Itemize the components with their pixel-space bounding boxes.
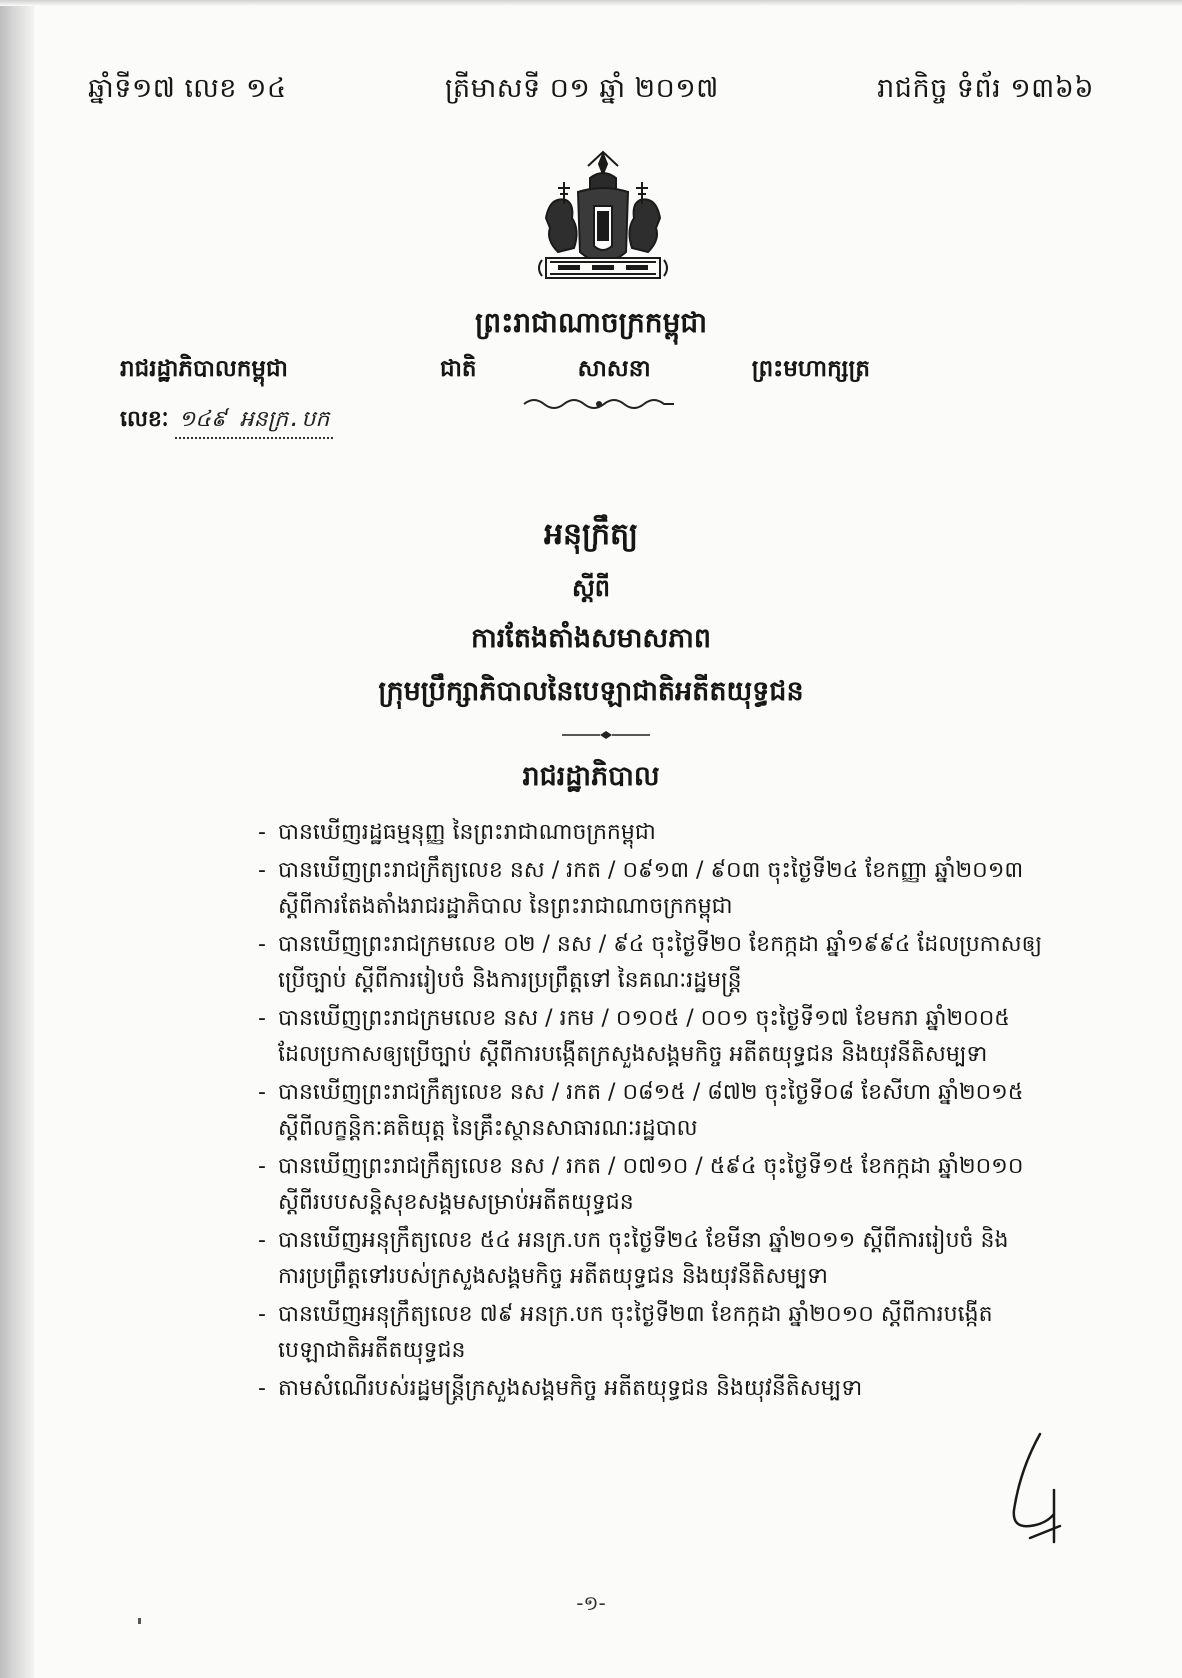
preamble-item-line: បានឃើញអនុក្រឹត្យលេខ ៥៤ អនក្រ.បក ចុះថ្ងៃទី២៤ ខែមីនា ឆ្នាំ២០១១ ស្តីពីការរៀបចំ និង: [278, 1228, 1009, 1253]
preamble-item: [258, 927, 1058, 999]
handwritten-initials-signature: [1000, 1430, 1080, 1570]
government-name: រាជរដ្ឋាភិបាលកម្ពុជា: [120, 355, 288, 382]
list-dash: -: [258, 1154, 266, 1179]
gazette-page: រាជកិច្ច ទំព័រ ១៣៦៦: [877, 73, 1094, 104]
document-type: អនុក្រឹត្យ: [543, 517, 639, 552]
page-number: -១-: [576, 1591, 606, 1615]
preamble-item: [258, 1371, 1058, 1407]
gazette-header: [88, 72, 1094, 111]
preamble-item-line: ប្រើច្បាប់ ស្តីពីការរៀបចំ និងការប្រព្រឹត្តទៅ នៃគណៈរដ្ឋមន្ត្រី: [278, 968, 742, 993]
preamble-item-line: ស្តីពីរបបសន្តិសុខសង្គមសម្រាប់អតីតយុទ្ធជន: [278, 1190, 634, 1215]
preamble-list: [258, 815, 1058, 1409]
preamble-item: [258, 1223, 1058, 1295]
document-subject-line2: ក្រុមប្រឹក្សាភិបាលនៃបេឡាជាតិអតីតយុទ្ធជន: [378, 676, 804, 707]
national-motto: [440, 355, 870, 388]
scan-shadow-top: [0, 0, 1182, 6]
preamble-item-line: បានឃើញព្រះរាជក្រឹត្យលេខ នស / រកត / ០៩១៣ / ៩០៣ ចុះថ្ងៃទី២៤ ខែកញ្ញា ឆ្នាំ២០១៣: [278, 858, 1024, 883]
preamble-item-line: ការប្រព្រឹត្តទៅរបស់ក្រសួងសង្គមកិច្ច អតីតយុទ្ធជន និងយុវនីតិសម្បទា: [278, 1264, 828, 1289]
scan-speck: [138, 1618, 141, 1624]
preamble-item-line: បេឡាជាតិអតីតយុទ្ធជន: [278, 1338, 466, 1363]
preamble-item-line: បានឃើញអនុក្រឹត្យលេខ ៧៩ អនក្រ.បក ចុះថ្ងៃទី២៣ ខែកក្កដា ឆ្នាំ២០១០ ស្តីពីការបង្កើត: [278, 1302, 993, 1327]
preamble-item-line: បានឃើញព្រះរាជក្រឹត្យលេខ នស / រកត / ០៨១៥ / ៨៧២ ចុះថ្ងៃទី០៨ ខែសីហា ឆ្នាំ២០១៥: [278, 1080, 1024, 1105]
preamble-item: [258, 1075, 1058, 1147]
gazette-quarter: ត្រីមាសទី ០១ ឆ្នាំ ២០១៧: [444, 73, 719, 104]
list-dash: -: [258, 1080, 266, 1105]
reference-number: [120, 405, 333, 439]
reference-label: លេខៈ: [120, 406, 169, 432]
preamble-item: [258, 1001, 1058, 1073]
preamble-item-line: បានឃើញព្រះរាជក្រមលេខ ០២ / នស / ៩៤ ចុះថ្ងៃទី២០ ខែកក្កដា ឆ្នាំ១៩៩៤ ដែលប្រកាសឲ្យ: [278, 932, 1043, 957]
document-concerning: ស្តីពី: [571, 573, 611, 602]
preamble-item-line: ស្តីពីលក្ខន្តិកៈគតិយុត្ត នៃគ្រឹះស្ថានសាធារណៈរដ្ឋបាល: [278, 1116, 698, 1141]
list-dash: -: [258, 932, 266, 957]
preamble-item: [258, 1149, 1058, 1221]
preamble-item-line: បានឃើញរដ្ឋធម្មនុញ្ញ នៃព្រះរាជាណាចក្រកម្ពុជា: [278, 820, 656, 845]
preamble-item: [258, 853, 1058, 925]
preamble-item-line: ដែលប្រកាសឲ្យប្រើច្បាប់ ស្តីពីការបង្កើតក្រសួងសង្គមកិច្ច អតីតយុទ្ធជន និងយុវនីតិសម្បទា: [278, 1042, 988, 1067]
document-title-block: [0, 515, 1182, 728]
motto-ornament-icon: [520, 396, 678, 412]
reference-value: ១៤៩ អនក្រ.បក: [175, 405, 334, 439]
preamble-item: [258, 815, 1058, 851]
motto-religion: សាសនា: [577, 355, 651, 382]
scan-shadow-edge: [0, 0, 34, 1678]
preamble-item-line: បានឃើញព្រះរាជក្រមលេខ នស / រកម / ០១០៥ / ០០១ ចុះថ្ងៃទី១៧ ខែមករា ឆ្នាំ២០០៥: [278, 1006, 1010, 1031]
list-dash: -: [258, 820, 266, 845]
gazette-issue: ឆ្នាំទី១៧ លេខ ១៤: [88, 73, 287, 104]
motto-king: ព្រះមហាក្សត្រ: [751, 355, 870, 382]
issuing-authority: រាជរដ្ឋាភិបាល: [522, 761, 660, 792]
list-dash: -: [258, 858, 266, 883]
list-dash: -: [258, 1376, 266, 1401]
preamble-item-line: ស្តីពីការតែងតាំងរាជរដ្ឋាភិបាល នៃព្រះរាជាណាចក្រកម្ពុជា: [278, 894, 733, 919]
document-subject-line1: ការតែងតាំងសមាសភាព: [471, 623, 711, 654]
preamble-item-line: តាមសំណើរបស់រដ្ឋមន្ត្រីក្រសួងសង្គមកិច្ច អតីតយុទ្ធជន និងយុវនីតិសម្បទា: [278, 1376, 863, 1401]
list-dash: -: [258, 1228, 266, 1253]
kingdom-title: ព្រះរាជាណាចក្រកម្ពុជា: [474, 306, 707, 339]
title-divider: [560, 730, 652, 740]
preamble-item-line: បានឃើញព្រះរាជក្រឹត្យលេខ នស / រកត / ០៧១០ / ៥៩៤ ចុះថ្ងៃទី១៥ ខែកក្កដា ឆ្នាំ២០១០: [278, 1154, 1024, 1179]
motto-nation: ជាតិ: [440, 355, 477, 382]
list-dash: -: [258, 1006, 266, 1031]
preamble-item: [258, 1297, 1058, 1369]
royal-coat-of-arms-icon: [528, 148, 678, 298]
list-dash: -: [258, 1302, 266, 1327]
